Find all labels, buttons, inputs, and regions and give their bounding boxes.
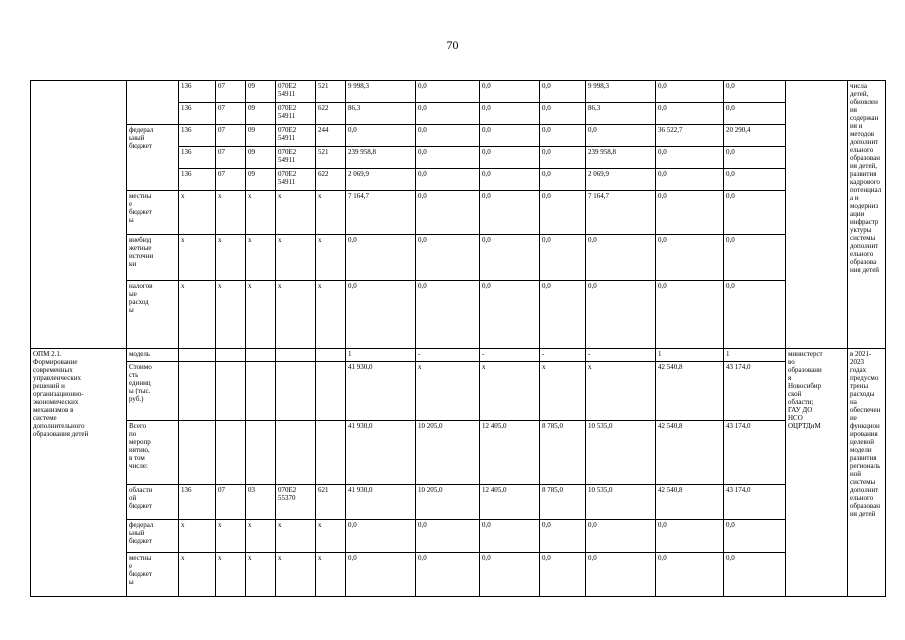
value-cell: 0,0 (480, 235, 540, 281)
value-cell: x (540, 362, 586, 421)
kbk-cell (246, 421, 276, 485)
kbk-cell (179, 362, 216, 421)
kbk-cell: 07 (216, 125, 246, 147)
value-cell: 0,0 (480, 169, 540, 191)
value-cell: 0,0 (724, 169, 786, 191)
value-cell: 43 174,0 (724, 421, 786, 485)
kbk-cell: 070E2 54911 (276, 147, 316, 169)
value-cell: 0,0 (346, 281, 416, 349)
kbk-cell (276, 421, 316, 485)
value-cell: 1 (724, 349, 786, 362)
kbk-cell (316, 421, 346, 485)
kbk-cell: 136 (179, 125, 216, 147)
value-cell: 0,0 (540, 169, 586, 191)
kbk-cell: 244 (316, 125, 346, 147)
value-cell: 2 069,9 (586, 169, 656, 191)
kbk-cell: 070E2 54911 (276, 103, 316, 125)
kbk-cell (216, 349, 246, 362)
value-cell: 239 958,8 (346, 147, 416, 169)
value-cell: 0,0 (540, 235, 586, 281)
value-cell: 0,0 (724, 281, 786, 349)
value-cell: 0,0 (724, 103, 786, 125)
kbk-cell: x (179, 520, 216, 553)
value-cell: 8 785,0 (540, 485, 586, 520)
funding-source-cell (127, 81, 179, 125)
value-cell: - (540, 349, 586, 362)
funding-source-cell: налогов ые расход ы (127, 281, 179, 349)
value-cell: 0,0 (540, 520, 586, 553)
kbk-cell: 622 (316, 169, 346, 191)
kbk-cell: x (216, 553, 246, 597)
value-cell: 7 164,7 (346, 191, 416, 235)
kbk-cell (246, 362, 276, 421)
kbk-cell (316, 362, 346, 421)
kbk-cell: 09 (246, 169, 276, 191)
table-row (31, 81, 886, 103)
kbk-cell: x (246, 281, 276, 349)
value-cell: 41 930,0 (346, 421, 416, 485)
value-cell: 0,0 (656, 235, 724, 281)
table-row (31, 553, 886, 597)
value-cell: 0,0 (724, 147, 786, 169)
value-cell: 0,0 (416, 125, 480, 147)
value-cell: 20 290,4 (724, 125, 786, 147)
kbk-cell: 070E2 54911 (276, 169, 316, 191)
funding-source-cell: федерал ьный бюджет (127, 520, 179, 553)
value-cell: 0,0 (416, 520, 480, 553)
kbk-cell: 070E2 54911 (276, 81, 316, 103)
kbk-cell: x (276, 520, 316, 553)
value-cell: 0,0 (540, 191, 586, 235)
value-cell: 0,0 (416, 235, 480, 281)
kbk-cell: 136 (179, 169, 216, 191)
kbk-cell: x (276, 191, 316, 235)
value-cell: 10 535,0 (586, 421, 656, 485)
value-cell: 0,0 (586, 281, 656, 349)
result-cell: числа детей, обновлен ия содержан ия и методов дополнит ельного образован ия детей, развития кадрового потенциал а и модерниз ации инфрастр уктуры системы дополнит ельного образова ния детей (848, 81, 886, 349)
kbk-cell: x (246, 553, 276, 597)
executor-cell (786, 81, 848, 349)
value-cell: 0,0 (540, 81, 586, 103)
value-cell: 0,0 (656, 281, 724, 349)
value-cell: 0,0 (480, 281, 540, 349)
value-cell: 9 998,3 (346, 81, 416, 103)
value-cell: 0,0 (480, 81, 540, 103)
value-cell: 0,0 (724, 81, 786, 103)
kbk-cell: x (179, 553, 216, 597)
kbk-cell: 09 (246, 125, 276, 147)
kbk-cell: 07 (216, 169, 246, 191)
kbk-cell: 521 (316, 81, 346, 103)
value-cell: 0,0 (724, 235, 786, 281)
value-cell: 0,0 (724, 553, 786, 597)
table-row (31, 362, 886, 421)
value-cell: 0,0 (656, 147, 724, 169)
value-cell: - (480, 349, 540, 362)
value-cell: 0,0 (416, 191, 480, 235)
value-cell: 0,0 (346, 235, 416, 281)
value-cell: 0,0 (656, 191, 724, 235)
kbk-cell: 136 (179, 485, 216, 520)
kbk-cell: 09 (246, 81, 276, 103)
value-cell: 0,0 (540, 281, 586, 349)
funding-source-cell: Стоимо сть единиц ы (тыс. руб.) (127, 362, 179, 421)
value-cell: x (586, 362, 656, 421)
kbk-cell: 07 (216, 103, 246, 125)
funding-source-cell: областн ой бюджет (127, 485, 179, 520)
funding-source-cell: Всего по меропр иятию, в том числе: (127, 421, 179, 485)
value-cell: 7 164,7 (586, 191, 656, 235)
table-row (31, 485, 886, 520)
value-cell: 2 069,9 (346, 169, 416, 191)
value-cell: 239 958,8 (586, 147, 656, 169)
kbk-cell: 070E2 54911 (276, 125, 316, 147)
value-cell: 0,0 (480, 103, 540, 125)
page-number: 70 (446, 38, 459, 52)
kbk-cell: x (246, 235, 276, 281)
value-cell: 0,0 (416, 103, 480, 125)
value-cell: 0,0 (724, 191, 786, 235)
kbk-cell: x (276, 235, 316, 281)
kbk-cell: 09 (246, 147, 276, 169)
value-cell: 0,0 (416, 147, 480, 169)
kbk-cell: x (276, 281, 316, 349)
table-row (31, 349, 886, 362)
value-cell: 0,0 (656, 81, 724, 103)
value-cell: 0,0 (540, 553, 586, 597)
kbk-cell: x (316, 235, 346, 281)
value-cell: 0,0 (416, 81, 480, 103)
kbk-cell: x (276, 553, 316, 597)
value-cell: 0,0 (346, 520, 416, 553)
kbk-cell: 521 (316, 147, 346, 169)
value-cell: 36 522,7 (656, 125, 724, 147)
value-cell: 0,0 (480, 520, 540, 553)
table-body (31, 81, 886, 597)
value-cell: 9 998,3 (586, 81, 656, 103)
table-row (31, 191, 886, 235)
executor-cell: министерст во образовани я Новосибир ской области; ГАУ ДО НСО ОЦРТДиМ (786, 349, 848, 597)
value-cell: 0,0 (480, 553, 540, 597)
measure-name-cell (31, 81, 127, 349)
value-cell: 86,3 (346, 103, 416, 125)
kbk-cell: x (179, 235, 216, 281)
value-cell: 0,0 (480, 147, 540, 169)
value-cell: 10 205,0 (416, 485, 480, 520)
value-cell: 0,0 (416, 169, 480, 191)
value-cell: 0,0 (480, 125, 540, 147)
measure-name-cell: ОПМ 2.1. Формирование современных управленческих решений и организационно- экономических механизмов в системе дополнительного образования детей (31, 349, 127, 597)
kbk-cell (216, 421, 246, 485)
value-cell: 0,0 (416, 553, 480, 597)
table-row (31, 235, 886, 281)
kbk-cell (179, 421, 216, 485)
value-cell: 42 540,8 (656, 362, 724, 421)
value-cell: 86,3 (586, 103, 656, 125)
value-cell: 0,0 (586, 520, 656, 553)
kbk-cell: x (246, 520, 276, 553)
value-cell: 42 540,8 (656, 485, 724, 520)
kbk-cell: x (179, 281, 216, 349)
funding-source-cell: федерал ьный бюджет (127, 125, 179, 191)
funding-source-cell: модель (127, 349, 179, 362)
kbk-cell: 07 (216, 147, 246, 169)
value-cell: 0,0 (346, 553, 416, 597)
value-cell: 0,0 (656, 553, 724, 597)
value-cell: 0,0 (480, 191, 540, 235)
kbk-cell (316, 349, 346, 362)
kbk-cell: x (316, 520, 346, 553)
value-cell: 43 174,0 (724, 362, 786, 421)
kbk-cell: x (316, 191, 346, 235)
kbk-cell: x (216, 520, 246, 553)
kbk-cell: 136 (179, 81, 216, 103)
value-cell: 41 930,0 (346, 362, 416, 421)
kbk-cell: x (216, 281, 246, 349)
kbk-cell: x (216, 191, 246, 235)
kbk-cell: 136 (179, 103, 216, 125)
value-cell: 0,0 (656, 520, 724, 553)
kbk-cell (276, 349, 316, 362)
kbk-cell (276, 362, 316, 421)
table-row (31, 125, 886, 147)
value-cell: - (416, 349, 480, 362)
kbk-cell: x (316, 553, 346, 597)
kbk-cell: 070E2 55370 (276, 485, 316, 520)
value-cell: 1 (346, 349, 416, 362)
value-cell: 0,0 (656, 169, 724, 191)
value-cell: 8 785,0 (540, 421, 586, 485)
kbk-cell: 07 (216, 485, 246, 520)
kbk-cell: 03 (246, 485, 276, 520)
kbk-cell: x (246, 191, 276, 235)
value-cell: 0,0 (540, 125, 586, 147)
value-cell: 42 540,8 (656, 421, 724, 485)
value-cell: 0,0 (416, 281, 480, 349)
value-cell: 1 (656, 349, 724, 362)
value-cell: 0,0 (586, 125, 656, 147)
kbk-cell: 07 (216, 81, 246, 103)
table-row (31, 421, 886, 485)
budget-table (30, 80, 886, 597)
value-cell: 0,0 (724, 520, 786, 553)
table-row (31, 520, 886, 553)
value-cell: 10 535,0 (586, 485, 656, 520)
kbk-cell: x (179, 191, 216, 235)
result-cell: в 2021- 2023 годах предусмо трены расходы на обеспечен ие функцион ирования целевой модели развития региональ ной системы дополнит ельного образован ия детей (848, 349, 886, 597)
value-cell: 0,0 (540, 103, 586, 125)
value-cell: 41 930,0 (346, 485, 416, 520)
kbk-cell: 622 (316, 103, 346, 125)
value-cell: 12 405,0 (480, 421, 540, 485)
funding-source-cell: местны е бюджет ы (127, 553, 179, 597)
kbk-cell: 621 (316, 485, 346, 520)
value-cell: 0,0 (586, 235, 656, 281)
value-cell: 10 205,0 (416, 421, 480, 485)
value-cell: 0,0 (346, 125, 416, 147)
kbk-cell (246, 349, 276, 362)
value-cell: 0,0 (586, 553, 656, 597)
value-cell: 43 174,0 (724, 485, 786, 520)
value-cell: - (586, 349, 656, 362)
value-cell: x (480, 362, 540, 421)
kbk-cell: x (216, 235, 246, 281)
table-row (31, 281, 886, 349)
kbk-cell: 136 (179, 147, 216, 169)
value-cell: 0,0 (540, 147, 586, 169)
kbk-cell (179, 349, 216, 362)
kbk-cell: 09 (246, 103, 276, 125)
value-cell: 12 405,0 (480, 485, 540, 520)
funding-source-cell: местны е бюджет ы (127, 191, 179, 235)
kbk-cell: x (316, 281, 346, 349)
value-cell: x (416, 362, 480, 421)
kbk-cell (216, 362, 246, 421)
value-cell: 0,0 (656, 103, 724, 125)
funding-source-cell: внебюд жетные источни ки (127, 235, 179, 281)
